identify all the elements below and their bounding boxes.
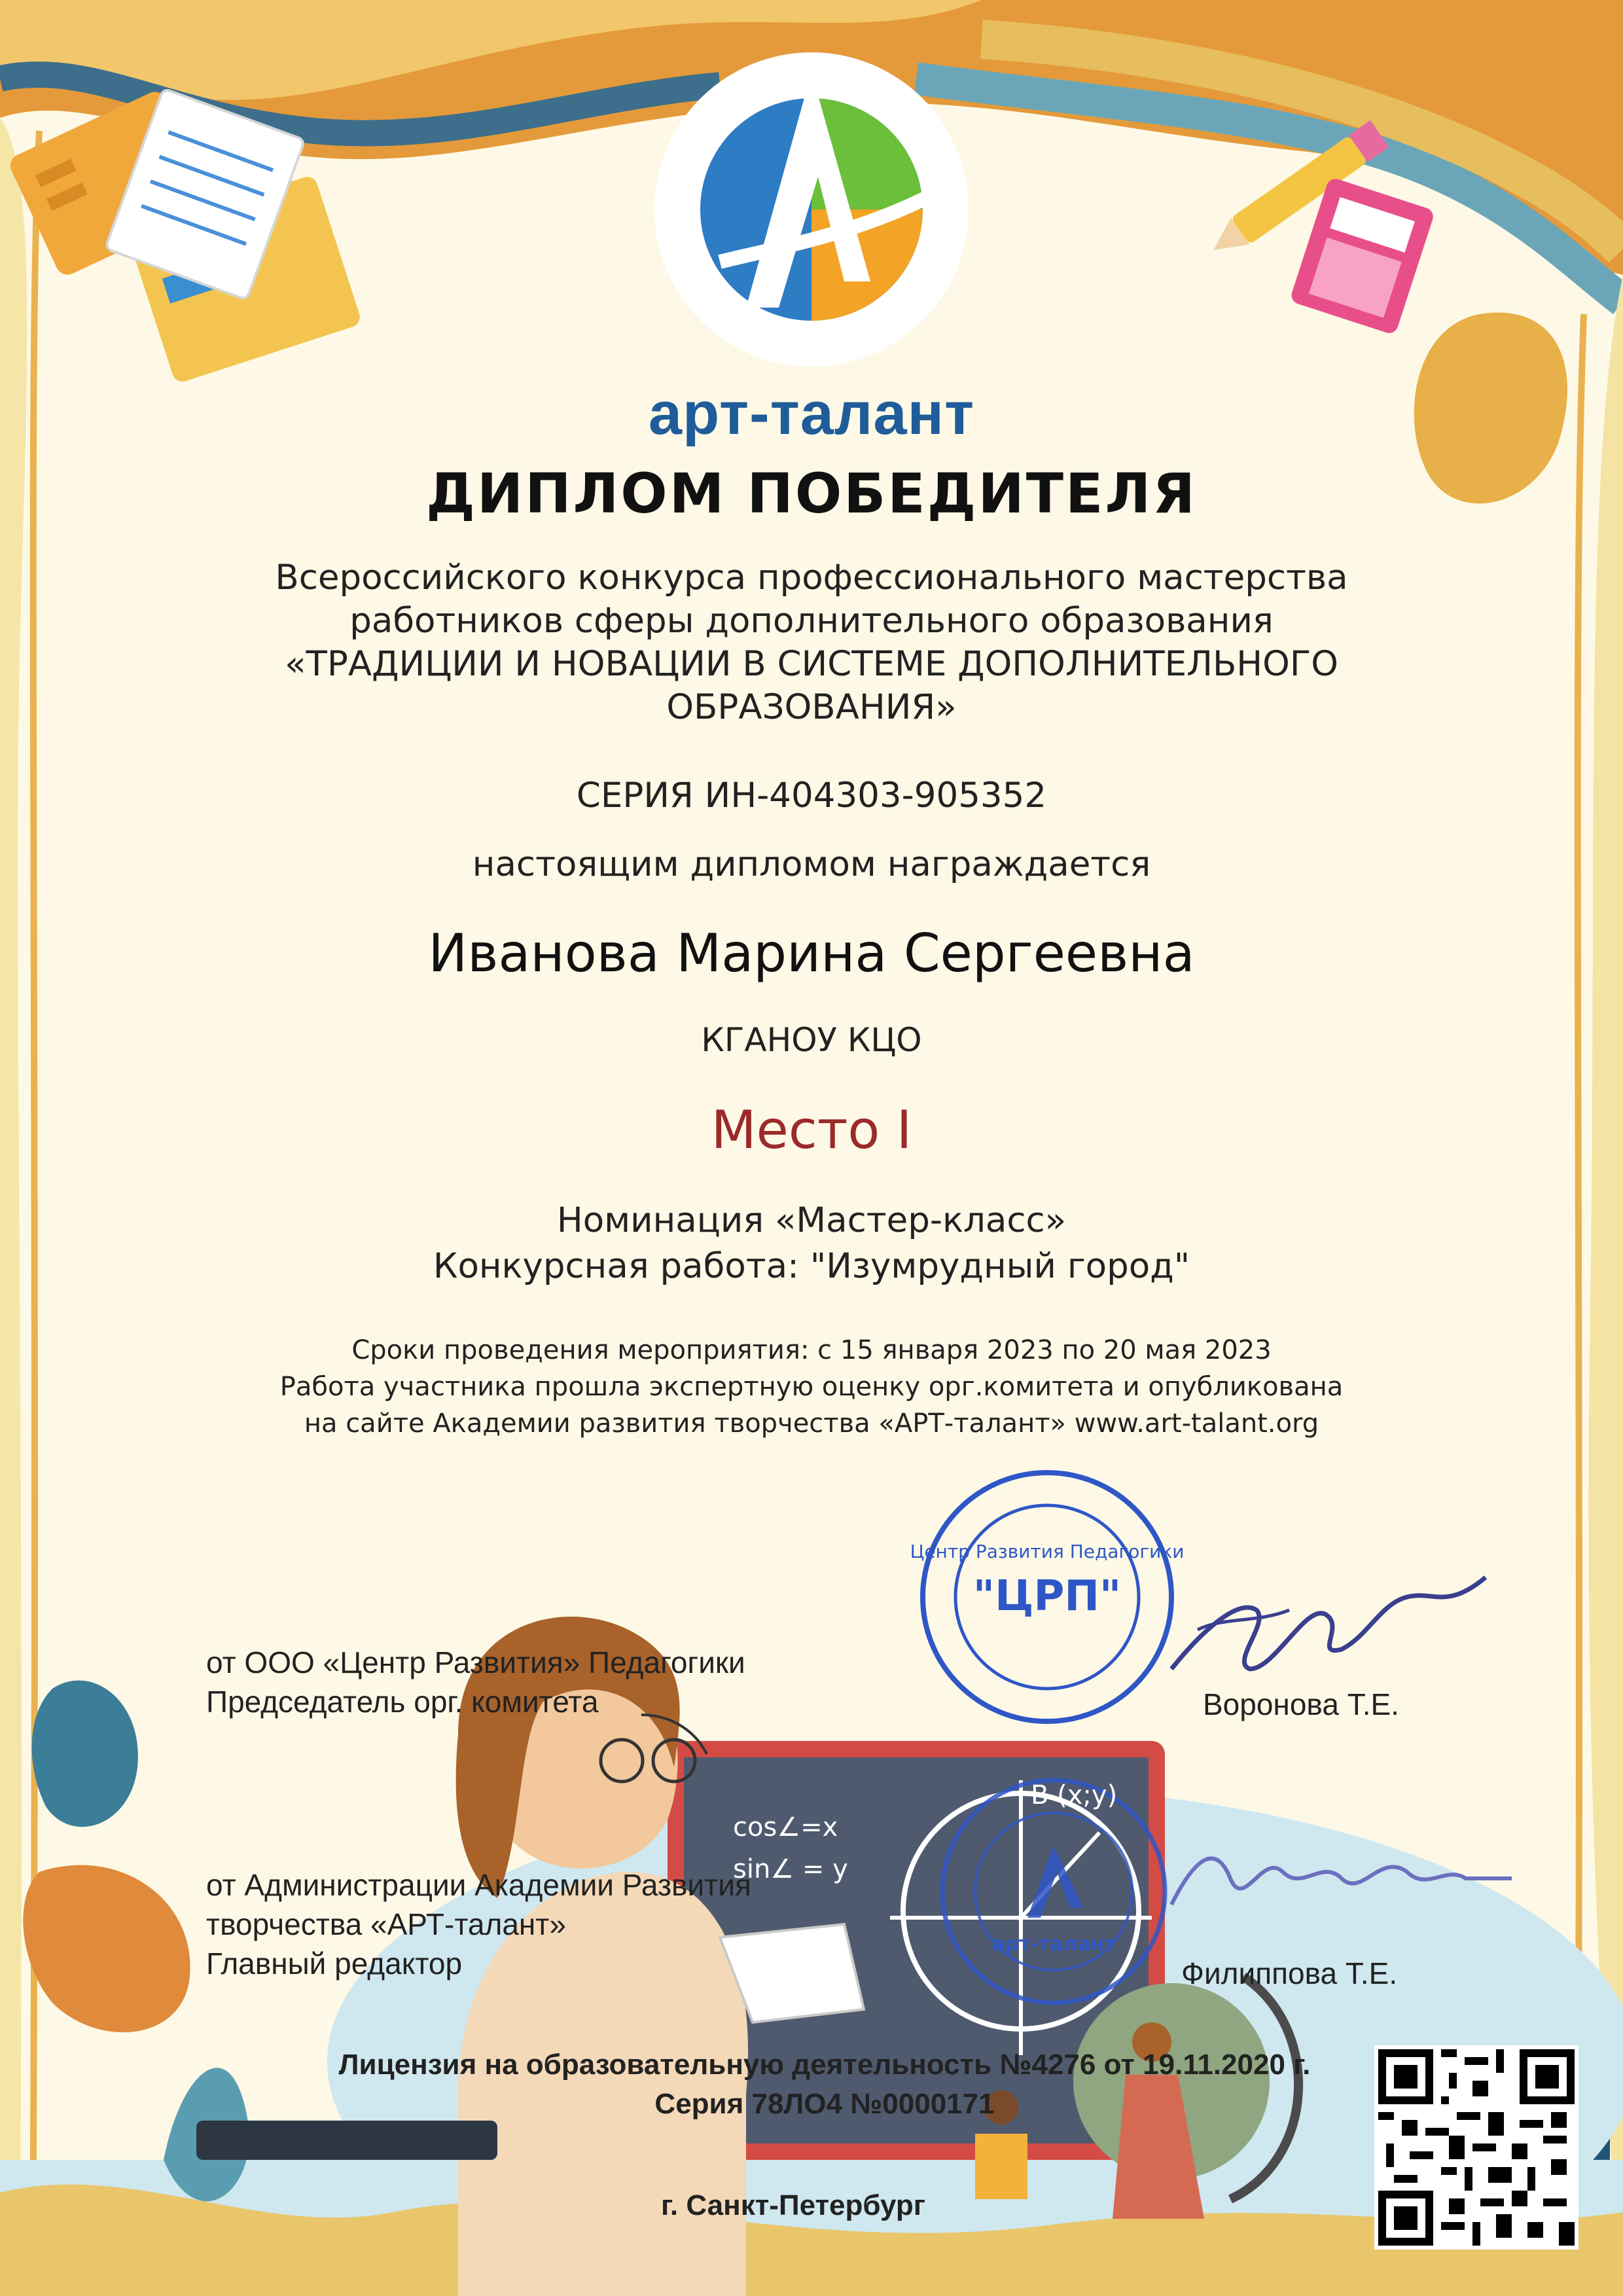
nomination-block xyxy=(0,1198,1623,1289)
license-line-1: Лицензия на образовательную деятельность №4276 от 19.11.2020 г. xyxy=(338,2049,1311,2081)
contest-line: «ТРАДИЦИИ И НОВАЦИИ В СИСТЕМЕ ДОПОЛНИТЕЛЬНОГО xyxy=(285,644,1338,684)
qr-code-icon xyxy=(1374,2045,1578,2250)
contest-line: Всероссийского конкурса профессионального мастерства xyxy=(275,558,1348,598)
signer-2-line: от Администрации Академии Развития xyxy=(206,1868,751,1902)
signer-2-line: Главный редактор xyxy=(206,1946,463,1981)
contest-line: ОБРАЗОВАНИЯ» xyxy=(666,687,957,727)
chalkboard-formulas xyxy=(733,1806,848,1890)
stamp-ring-text: Центр Развития Педагогики xyxy=(910,1541,1185,1562)
diploma-title: ДИПЛОМ ПОБЕДИТЕЛЯ xyxy=(426,461,1197,526)
stamp2-center-text: арт-талант xyxy=(991,1933,1116,1956)
chalkboard-line: cos∠=x xyxy=(733,1812,838,1842)
work-title: Конкурсная работа: "Изумрудный город" xyxy=(433,1246,1190,1286)
signer-2-line: творчества «АРТ-талант» xyxy=(206,1907,566,1941)
chalkboard-point-label: B (x;y) xyxy=(1031,1780,1118,1810)
chalkboard-line: sin∠ = y xyxy=(733,1854,848,1884)
signature-voronova xyxy=(1158,1558,1499,1702)
stamp-center-text: "ЦРП" xyxy=(972,1572,1122,1621)
signer-1-block xyxy=(206,1643,745,1721)
signer-1-name: Воронова Т.Е. xyxy=(1203,1687,1399,1721)
signature-filippova xyxy=(1158,1826,1525,1931)
info-line: Работа участника прошла экспертную оценку орг.комитета и опубликована xyxy=(279,1372,1344,1402)
nomination-text: Номинация «Мастер-класс» xyxy=(556,1200,1067,1240)
recipient-name: Иванова Марина Сергеевна xyxy=(428,923,1195,984)
signer-2-block xyxy=(206,1865,751,1983)
contest-line: работников сферы дополнительного образования xyxy=(349,601,1274,641)
city-label: г. Санкт-Петербург xyxy=(661,2189,926,2221)
info-line: Сроки проведения мероприятия: с 15 января 2023 по 20 мая 2023 xyxy=(351,1335,1272,1365)
place-award: Место I xyxy=(711,1100,912,1160)
brand-name: арт-талант xyxy=(648,380,975,447)
license-line-2: Серия 78ЛО4 №0000171 xyxy=(654,2088,995,2120)
signer-1-line: Председатель орг. комитета xyxy=(206,1685,599,1719)
license-text xyxy=(196,2045,1453,2124)
signer-1-line: от ООО «Центр Развития» Педагогики xyxy=(206,1645,745,1679)
organization-stamp xyxy=(910,1460,1185,1734)
series-number: СЕРИЯ ИН-404303-905352 xyxy=(576,776,1047,816)
recipient-organization: КГАНОУ КЦО xyxy=(701,1021,922,1059)
signer-2-name: Филиппова Т.Е. xyxy=(1181,1956,1398,1990)
info-line: на сайте Академии развития творчества «АРТ-талант» www.art-talant.org xyxy=(304,1408,1319,1439)
awarded-text: настоящим дипломом награждается xyxy=(472,844,1151,884)
contest-description xyxy=(0,556,1623,729)
event-info xyxy=(0,1332,1623,1442)
